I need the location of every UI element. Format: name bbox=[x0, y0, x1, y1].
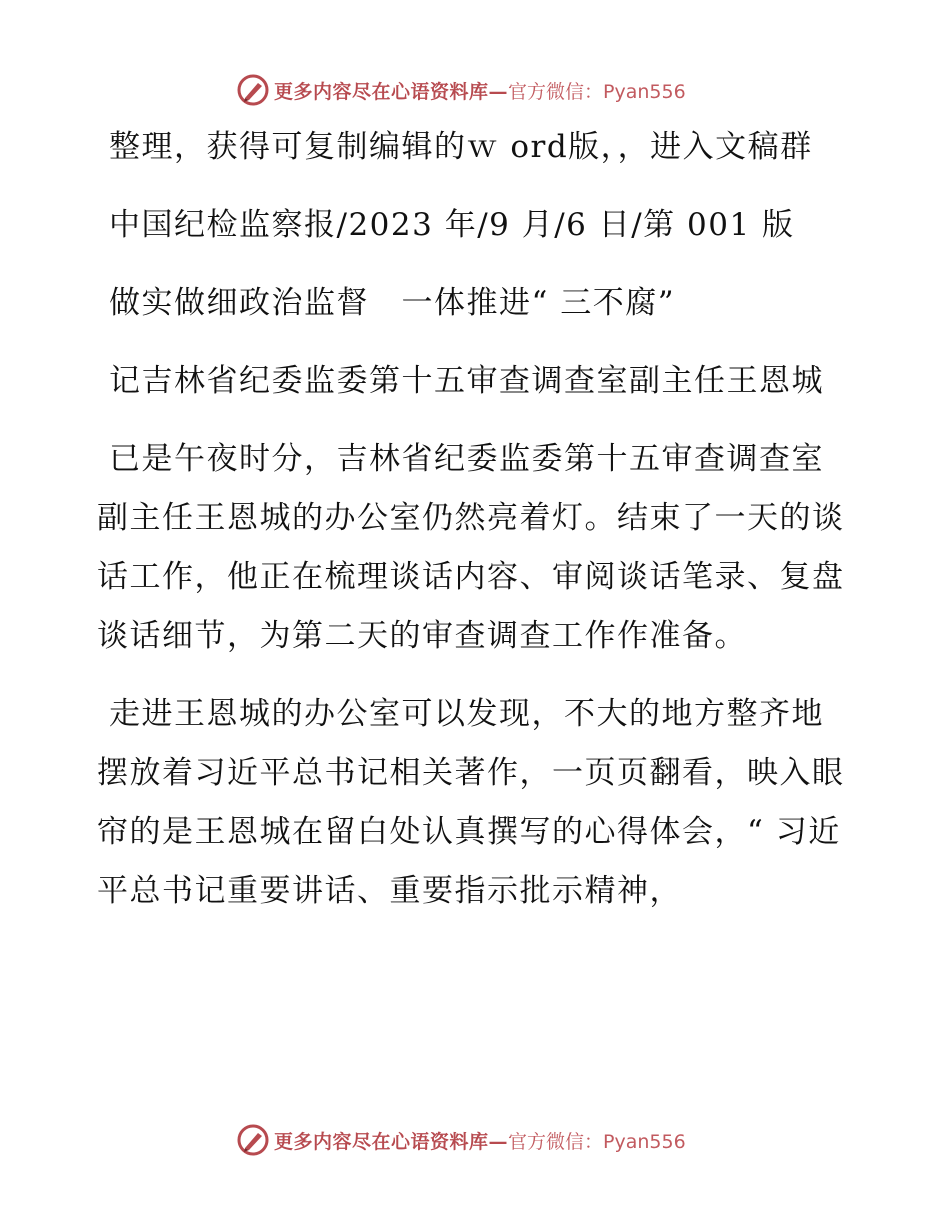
document-body bbox=[97, 118, 849, 940]
pen-circle-logo-icon bbox=[236, 1123, 270, 1157]
banner-wechat-label bbox=[508, 77, 686, 104]
article-subtitle: 记吉林省纪委监委第十五审查调查室副主任王恩城 bbox=[109, 363, 824, 399]
wechat-id: Pyan556 bbox=[603, 80, 686, 103]
wechat-id: Pyan556 bbox=[603, 1130, 686, 1153]
wechat-label: 官方微信： bbox=[508, 80, 604, 103]
banner-text: 更多内容尽在心语资料库— bbox=[274, 1130, 509, 1153]
pen-circle-logo-icon bbox=[236, 73, 270, 107]
wechat-label: 官方微信： bbox=[508, 1130, 604, 1153]
header-banner bbox=[236, 72, 686, 108]
paragraph-body-2: 走进王恩城的办公室可以发现，不大的地方整齐地摆放着习近平总书记相关著作，一页页翻看，映入眼帘的是王恩城在留白处认真撰写的心得体会，“ 习近平总书记重要讲话、重要指示批示精神， bbox=[97, 696, 845, 909]
paragraph-intro: 整理，获得可复制编辑的ｗ ord版，，进入文稿群 bbox=[109, 129, 813, 165]
paragraph-source: 中国纪检监察报/2023 年/9 月/6 日/第 001 版 bbox=[109, 207, 795, 243]
article-title: 做实做细政治监督 一体推进“ 三不腐” bbox=[109, 285, 676, 321]
banner-text: 更多内容尽在心语资料库— bbox=[274, 80, 509, 103]
paragraph-body-1: 已是午夜时分，吉林省纪委监委第十五审查调查室副主任王恩城的办公室仍然亮着灯。结束了一天的谈话工作，他正在梳理谈话内容、审阅谈话笔录、复盘谈话细节，为第二天的审查调查工作作准备。 bbox=[97, 441, 845, 654]
banner-wechat-label bbox=[508, 1127, 686, 1154]
footer-banner bbox=[236, 1122, 686, 1158]
